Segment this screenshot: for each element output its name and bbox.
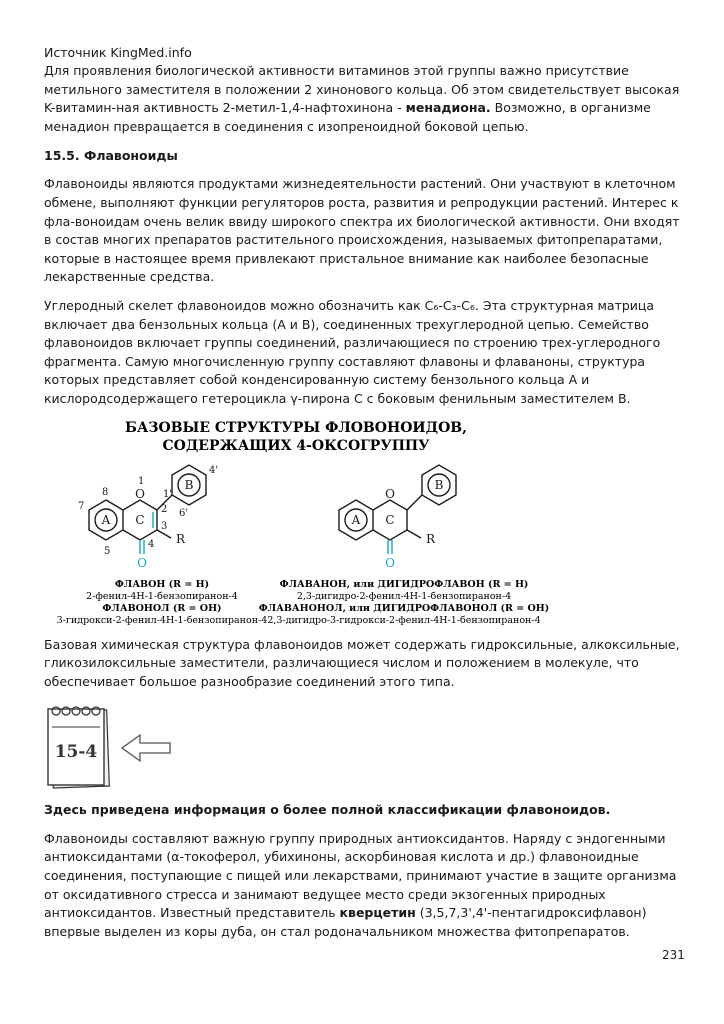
- source-line: Источник KingMed.info: [44, 45, 192, 60]
- pos-2: 2: [161, 503, 168, 515]
- label-carbonyl-oxygen: O: [137, 555, 147, 570]
- section-heading: 15.5. Флавоноиды: [44, 148, 178, 164]
- label-ring-a: A: [101, 512, 111, 527]
- pos-6prime: 6': [179, 507, 189, 519]
- label-ring-c: C: [135, 512, 145, 527]
- caption-flavanone-iupac: 2,3-дигидро-2-фенил-4H-1-бензопиранон-4: [296, 590, 512, 602]
- para1-text-end: Возможно, в организме менадион превращается в соединения с изопреноидной боковой цепью.: [44, 100, 651, 134]
- label-r: R: [176, 531, 186, 546]
- paragraph-menadione: [44, 62, 684, 136]
- caption-flavanonol-iupac: 2,3-дигидро-3-гидрокси-2-фенил-4H-1-бензопиранон-4: [267, 614, 541, 626]
- para6-text-end: (3,5,7,3',4'-пентагидроксифлавон) впервые выделен из коры дуба, он стал родоначальником множества фитопрепаратов.: [44, 905, 647, 939]
- notebook-icon: [44, 701, 184, 793]
- caption-flavanone: ФЛАВАНОН, или ДИГИДРОФЛАВОН (R = H): [279, 578, 529, 590]
- paragraph-antioxidants: [44, 830, 684, 942]
- para6-text: Флавоноиды составляют важную группу природных антиоксидантов. Наряду с эндогенными антиоксидантами (α-токоферол, убихиноны, аскорбиновая кислота и др.) флавоноидные соединения, поступающие с пищей или лекарствами, принимают участие в защите организма от оксидативного стресса и занимают ведущее место среди экзогенных природных антиоксидантов. Известный представитель: [44, 830, 677, 921]
- b-link-right: [407, 495, 422, 510]
- caption-flavanonol: ФЛАВАНОНОЛ, или ДИГИДРОФЛАВОНОЛ (R = OH): [258, 602, 550, 614]
- pos-4prime: 4': [209, 464, 219, 476]
- pos-3: 3: [161, 520, 168, 532]
- caption-flavonol: ФЛАВОНОЛ (R = OH): [102, 602, 222, 614]
- arrow-left-icon: [122, 735, 170, 761]
- paragraph-substituents: Базовая химическая структура флавоноидов может содержать гидроксильные, алкоксильные, гликозилоксильные заместители, различающиеся числом и положением в молекуле, что обеспечивает большое разнообразие соединений этого типа.: [44, 636, 680, 689]
- pos-7: 7: [78, 500, 85, 512]
- pos-8: 8: [102, 486, 109, 498]
- paragraph-classification-note: Здесь приведена информация о более полной классификации флавоноидов.: [44, 802, 611, 818]
- label-carbonyl-oxygen-right: O: [385, 555, 395, 570]
- notebook-label: 15-4: [54, 742, 98, 763]
- caption-flavone-iupac: 2-фенил-4H-1-бензопиранон-4: [86, 590, 238, 602]
- structures-svg: [44, 413, 684, 628]
- pos-4: 4: [148, 538, 155, 550]
- pos-1prime: 1': [163, 488, 173, 500]
- paragraph-flavonoids-intro: Флавоноиды являются продуктами жизнедеятельности растений. Они участвуют в клеточном обмене, выполняют функции регуляторов роста, развития и репродукции растений. Интерес к фла-воноидам очень велик ввиду широкого спектра их биологической активности. Они входят в состав многих препаратов растительного происхождения, называемых фитопрепаратами, которые в настоящее время привлекают пристальное внимание как наиболее безопасные лекарственные средства.: [44, 176, 680, 285]
- label-ring-b-right: B: [434, 477, 444, 492]
- figure-title-1: БАЗОВЫЕ СТРУКТУРЫ ФЛОВОНОИДОВ,: [125, 419, 467, 436]
- r-bond-right: [407, 530, 421, 538]
- caption-flavone: ФЛАВОН (R = H): [114, 578, 210, 590]
- label-oxygen-ring: O: [135, 486, 145, 501]
- notebook-reference[interactable]: [44, 701, 684, 793]
- figure-title-2: СОДЕРЖАЩИХ 4-ОКСОГРУППУ: [162, 437, 430, 454]
- page-number: 231: [662, 948, 685, 962]
- para1-text: Для проявления биологической активности витаминов этой группы важно присутствие метильного заместителя в положении 2 хинонового кольца. Об этом свидетельствует высокая K-витамин-ная активность 2-метил-1,4-нафтохинона -: [44, 63, 680, 116]
- page: [44, 44, 684, 941]
- label-ring-c-right: C: [385, 512, 395, 527]
- flavonoid-structures-figure: [44, 413, 684, 628]
- label-r-right: R: [426, 531, 436, 546]
- label-ring-b: B: [184, 477, 194, 492]
- label-ring-a-right: A: [351, 512, 361, 527]
- quercetin-term: кверцетин: [339, 905, 416, 921]
- paragraph-carbon-skeleton: Углеродный скелет флавоноидов можно обозначить как C₆-C₃-C₆. Эта структурная матрица включает два бензольных кольца (A и B), соединенных трехуглеродной цепью. Семейство флавоноидов включает группы соединений, различающиеся по строению трех-углеродного фрагмента. Самую многочисленную группу составляют флавоны и флаваноны, структура которых представляет собой конденсированную систему бензольного кольца A и кислородсодержащего гетероцикла γ-пирона C с боковым фенильным заместителем B.: [44, 297, 661, 406]
- pos-5: 5: [104, 545, 111, 557]
- caption-flavonol-iupac: 3-гидрокси-2-фенил-4H-1-бензопиранон-4: [56, 614, 268, 626]
- pos-1: 1: [138, 475, 145, 487]
- menadione-term: менадиона.: [405, 100, 491, 116]
- label-oxygen-ring-right: O: [385, 486, 395, 501]
